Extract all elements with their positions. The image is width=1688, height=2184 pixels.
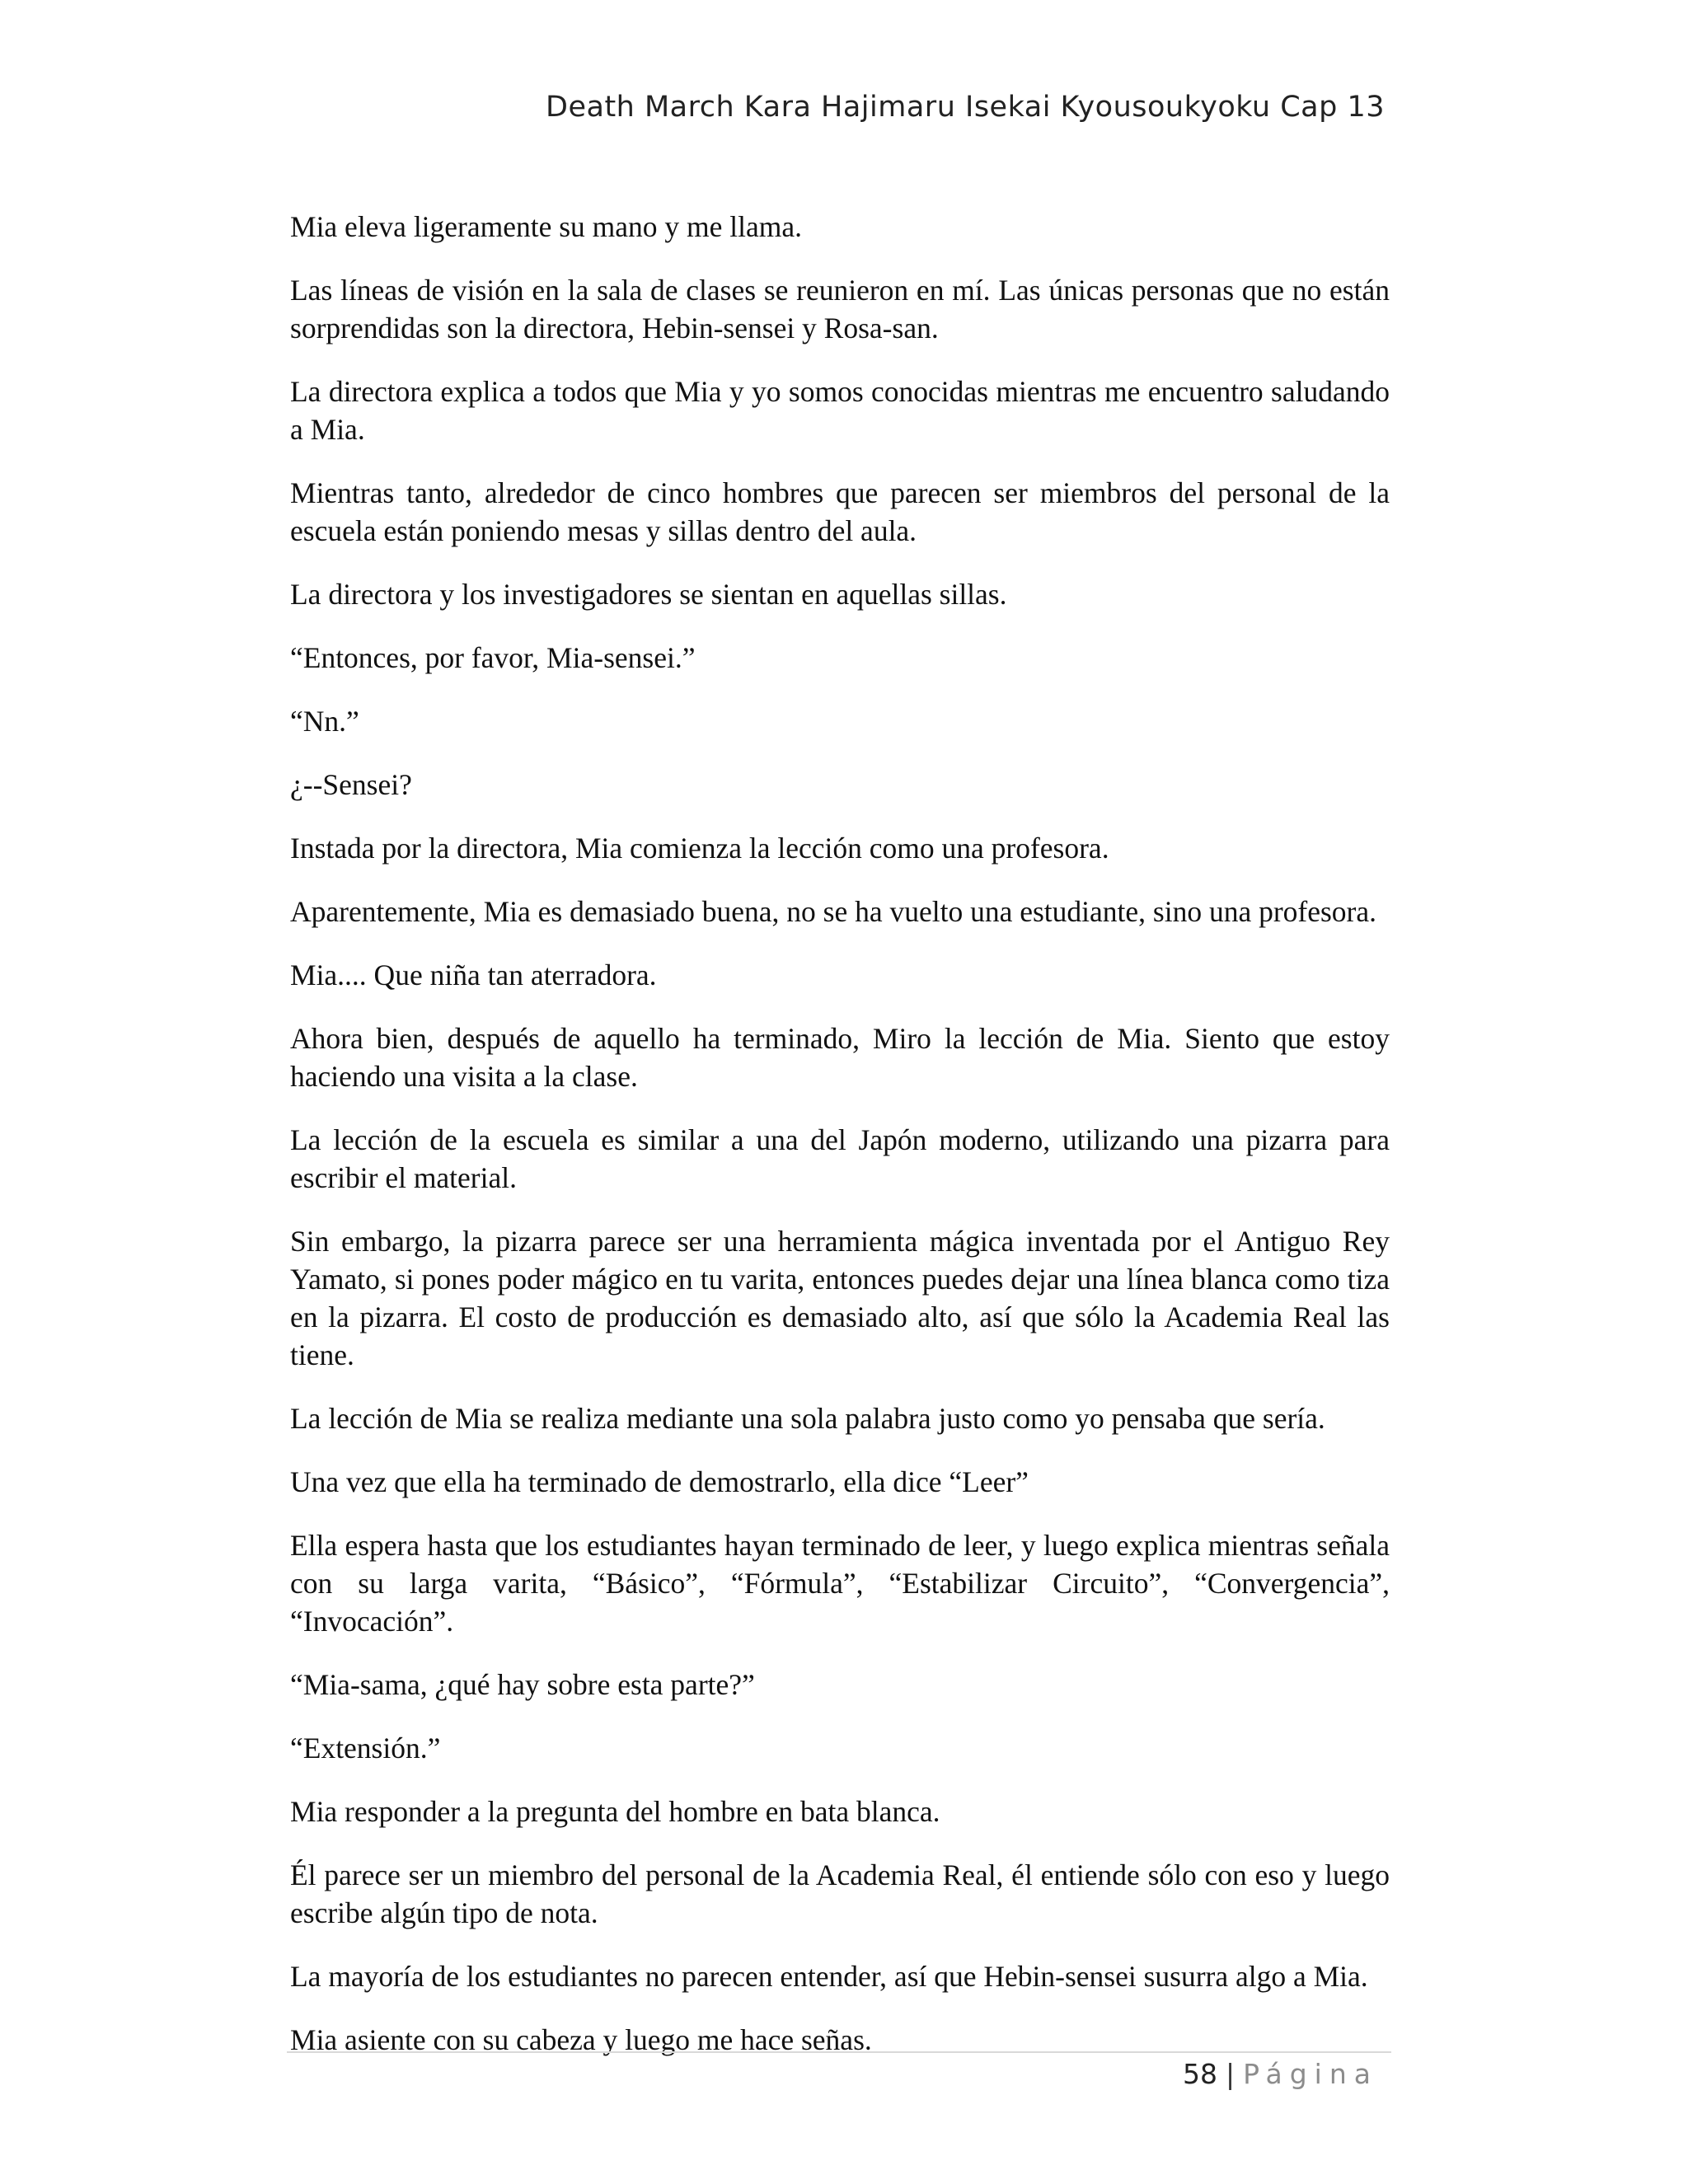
- paragraph: La directora y los investigadores se sientan en aquellas sillas.: [290, 578, 1007, 611]
- paragraph: Mia asiente con su cabeza y luego me hace señas.: [290, 2023, 872, 2056]
- paragraph: La lección de la escuela es similar a una del Japón moderno, utilizando una pizarra para escribir el material.: [290, 1123, 1390, 1194]
- paragraph: Mia eleva ligeramente su mano y me llama.: [290, 210, 803, 243]
- footer-divider: [287, 2051, 1391, 2053]
- paragraph: Él parece ser un miembro del personal de la Academia Real, él entiende sólo con eso y luego escribe algún tipo de nota.: [290, 1858, 1390, 1929]
- paragraph: Aparentemente, Mia es demasiado buena, no se ha vuelto una estudiante, sino una profesora.: [290, 895, 1377, 928]
- paragraph: Ahora bien, después de aquello ha terminado, Miro la lección de Mia. Siento que estoy haciendo una visita a la clase.: [290, 1022, 1390, 1093]
- paragraph: Sin embargo, la pizarra parece ser una herramienta mágica inventada por el Antiguo Rey Yamato, si pones poder mágico en tu varita, entonces puedes dejar una línea blanca como tiza en la pizarra. El costo de producción es demasiado alto, así que sólo la Academia Real las tiene.: [290, 1225, 1390, 1371]
- paragraph: “Nn.”: [290, 705, 359, 738]
- paragraph: La mayoría de los estudiantes no parecen entender, así que Hebin-sensei susurra algo a Mia.: [290, 1960, 1368, 1993]
- paragraph: “Extensión.”: [290, 1732, 441, 1765]
- paragraph: Ella espera hasta que los estudiantes hayan terminado de leer, y luego explica mientras señala con su larga varita, “Básico”, “Fórmula”, “Estabilizar Circuito”, “Convergencia”, “Invocación”.: [290, 1529, 1390, 1638]
- paragraph: La lección de Mia se realiza mediante una sola palabra justo como yo pensaba que sería.: [290, 1402, 1325, 1435]
- paragraph: “Entonces, por favor, Mia-sensei.”: [290, 641, 696, 674]
- paragraph: ¿--Sensei?: [290, 768, 412, 801]
- footer-separator: |: [1225, 2058, 1236, 2090]
- page-footer: [290, 2058, 1378, 2090]
- paragraph: “Mia-sama, ¿qué hay sobre esta parte?”: [290, 1668, 755, 1701]
- paragraph: Las líneas de visión en la sala de clases se reunieron en mí. Las únicas personas que no están sorprendidas son la directora, Hebin-sensei y Rosa-san.: [290, 274, 1390, 344]
- body-text: [290, 208, 1390, 2084]
- paragraph: Instada por la directora, Mia comienza la lección como una profesora.: [290, 832, 1109, 865]
- page-number: 58: [1182, 2058, 1217, 2090]
- paragraph: Mia.... Que niña tan aterradora.: [290, 958, 657, 991]
- page-label: Página: [1243, 2058, 1378, 2090]
- paragraph: Una vez que ella ha terminado de demostrarlo, ella dice “Leer”: [290, 1465, 1029, 1498]
- paragraph: Mia responder a la pregunta del hombre en bata blanca.: [290, 1795, 940, 1828]
- paragraph: La directora explica a todos que Mia y yo somos conocidas mientras me encuentro saludando a Mia.: [290, 375, 1390, 446]
- paragraph: Mientras tanto, alrededor de cinco hombres que parecen ser miembros del personal de la escuela están poniendo mesas y sillas dentro del aula.: [290, 476, 1390, 547]
- running-header: Death March Kara Hajimaru Isekai Kyousoukyoku Cap 13: [546, 91, 1385, 124]
